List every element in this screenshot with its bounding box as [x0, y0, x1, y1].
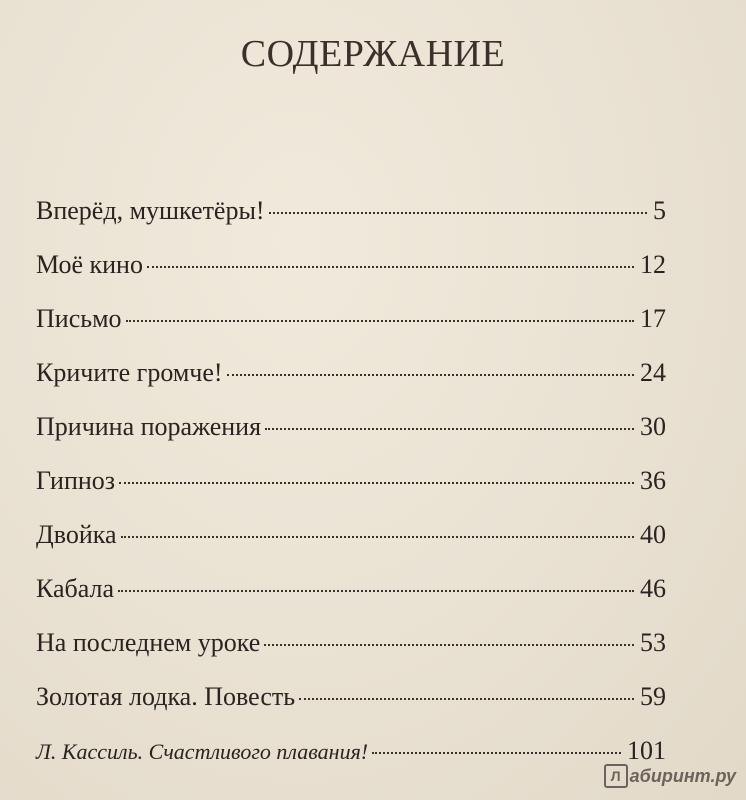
- toc-entry-title: Л. Кассиль. Счастливого плавания!: [36, 739, 369, 764]
- dot-leader: [265, 428, 634, 430]
- dot-leader: [269, 212, 647, 214]
- table-of-contents: [36, 196, 666, 790]
- toc-entry: [36, 358, 666, 412]
- toc-entry-page: 46: [640, 574, 666, 603]
- toc-entry: [36, 250, 666, 304]
- dot-leader: [118, 590, 634, 592]
- toc-entry: [36, 412, 666, 466]
- toc-entry-page: 53: [640, 628, 666, 657]
- dot-leader: [264, 644, 634, 646]
- toc-entry: [36, 682, 666, 736]
- page-title: СОДЕРЖАНИЕ: [240, 33, 506, 75]
- toc-entry-page: 36: [640, 466, 666, 495]
- dot-leader: [121, 536, 634, 538]
- toc-entry-title: Золотая лодка. Повесть: [36, 682, 296, 711]
- labirint-watermark: [604, 764, 736, 788]
- toc-entry: [36, 196, 666, 250]
- toc-entry: [36, 628, 666, 682]
- toc-entry-title: На последнем уроке: [36, 628, 261, 657]
- toc-entry-page: 5: [653, 196, 666, 225]
- toc-entry-page: 12: [640, 250, 666, 279]
- dot-leader: [147, 266, 634, 268]
- toc-entry-page: 17: [640, 304, 666, 333]
- toc-entry-title: Причина поражения: [36, 412, 262, 441]
- watermark-text: абиринт.ру: [629, 765, 736, 786]
- toc-entry-title: Моё кино: [36, 250, 143, 279]
- toc-entry-title: Гипноз: [36, 466, 116, 495]
- toc-entry: [36, 574, 666, 628]
- toc-entry-page: 30: [640, 412, 666, 441]
- dot-leader: [227, 374, 634, 376]
- toc-entry-title: Кабала: [36, 574, 115, 603]
- toc-entry-page: 101: [627, 736, 666, 765]
- toc-entry-title: Двойка: [36, 520, 117, 549]
- labirint-logo-icon: Л: [604, 764, 628, 788]
- toc-entry-title: Кричите громче!: [36, 358, 223, 387]
- toc-entry-title: Вперёд, мушкетёры!: [36, 196, 265, 225]
- toc-entry-page: 24: [640, 358, 666, 387]
- toc-entry-title: Письмо: [36, 304, 122, 333]
- toc-entry-afterword: [36, 736, 666, 790]
- toc-entry-page: 40: [640, 520, 666, 549]
- dot-leader: [372, 752, 621, 754]
- dot-leader: [126, 320, 634, 322]
- toc-entry: [36, 520, 666, 574]
- dot-leader: [299, 698, 634, 700]
- dot-leader: [119, 482, 634, 484]
- toc-entry-page: 59: [640, 682, 666, 711]
- toc-entry: [36, 466, 666, 520]
- toc-entry: [36, 304, 666, 358]
